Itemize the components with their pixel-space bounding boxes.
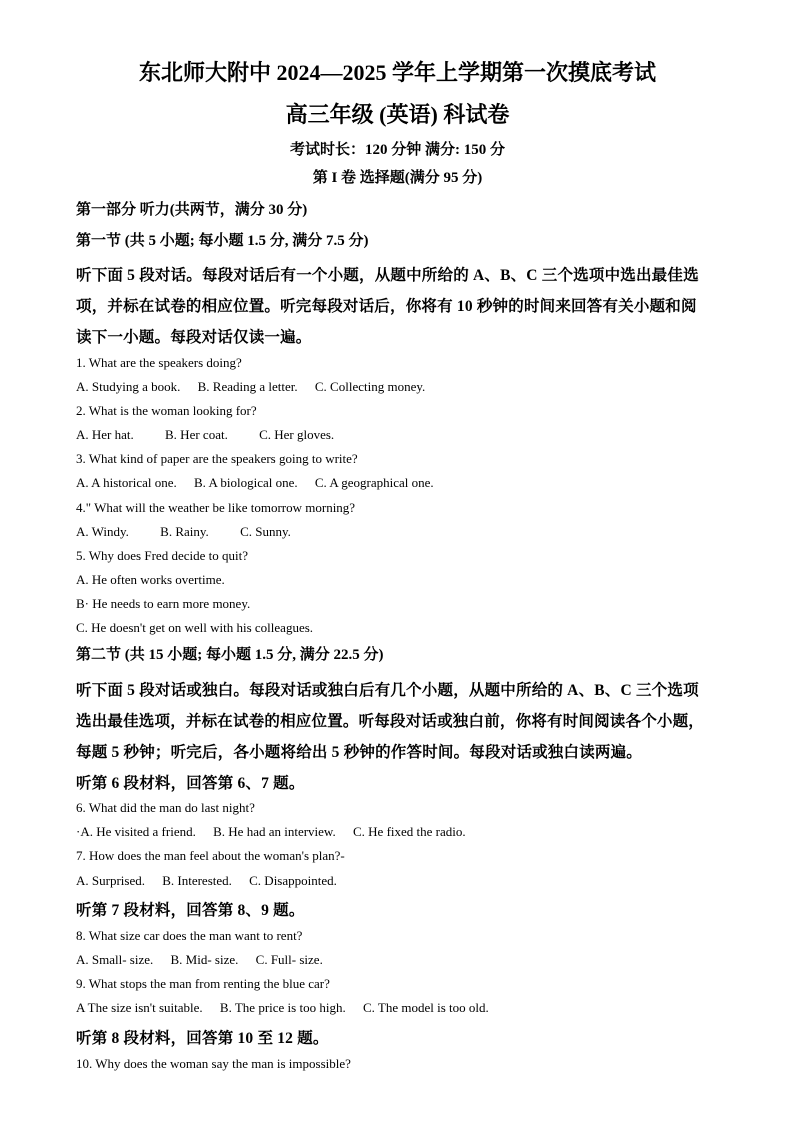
- section2-instructions-line3: 每题 5 秒钟；听完后，各小题将给出 5 秒钟的作答时间。每段对话或独白读两遍。: [76, 744, 643, 761]
- option-a: ·A. He visited a friend.: [76, 824, 196, 839]
- option-c: C. Sunny.: [240, 524, 291, 539]
- question-1: 1. What are the speakers doing?: [76, 355, 242, 370]
- section1-instructions-line1: 听下面 5 段对话。每段对话后有一个小题，从题中所给的 A、B、C 三个选项中选出最佳选: [76, 267, 699, 284]
- material-8-heading: 听第 8 段材料，回答第 10 至 12 题。: [76, 1030, 329, 1047]
- section2-title: 第二节 (共 15 小题; 每小题 1.5 分, 满分 22.5 分): [76, 647, 384, 663]
- material-7-heading: 听第 7 段材料，回答第 8、9 题。: [76, 902, 305, 919]
- question-5-option-a: A. He often works overtime.: [76, 572, 225, 587]
- option-b: B. Her coat.: [165, 427, 228, 442]
- option-b: B. Interested.: [162, 873, 232, 888]
- section1-instructions-line3: 读下一小题。每段对话仅读一遍。: [76, 329, 312, 346]
- question-5: 5. Why does Fred decide to quit?: [76, 548, 248, 563]
- option-b: B. Mid- size.: [170, 952, 239, 967]
- option-a: A. Her hat.: [76, 427, 134, 442]
- question-9: 9. What stops the man from renting the blue car?: [76, 976, 330, 991]
- option-b: B. Reading a letter.: [197, 379, 298, 394]
- exam-info: 考试时长：120 分钟 满分: 150 分: [290, 142, 505, 158]
- part1-title: 第一部分 听力(共两节，满分 30 分): [76, 202, 308, 218]
- section1-title: 第一节 (共 5 小题; 每小题 1.5 分, 满分 7.5 分): [76, 233, 369, 249]
- question-4-options: [76, 524, 291, 540]
- question-6-options: [76, 824, 466, 840]
- option-c: C. A geographical one.: [314, 475, 434, 490]
- option-c: C. The model is too old.: [362, 1000, 489, 1015]
- option-b: B. He had an interview.: [213, 824, 336, 839]
- option-a: A. Small- size.: [76, 952, 154, 967]
- option-c: C. Full- size.: [255, 952, 323, 967]
- question-2: 2. What is the woman looking for?: [76, 403, 257, 418]
- option-a: A. Surprised.: [76, 873, 145, 888]
- question-7: 7. How does the man feel about the woman's plan?-: [76, 848, 345, 863]
- question-9-options: [76, 1000, 489, 1016]
- option-b: B. The price is too high.: [219, 1000, 346, 1015]
- question-8-options: [76, 952, 323, 968]
- exam-title: 东北师大附中 2024—2025 学年上学期第一次摸底考试: [138, 60, 656, 85]
- question-1-options: [76, 379, 425, 395]
- question-4: 4." What will the weather be like tomorrow morning?: [76, 500, 356, 515]
- option-c: C. Collecting money.: [314, 379, 426, 394]
- question-10: 10. Why does the woman say the man is impossible?: [76, 1056, 351, 1071]
- question-8: 8. What size car does the man want to rent?: [76, 928, 303, 943]
- question-7-options: [76, 873, 337, 889]
- option-a: A The size isn't suitable.: [76, 1000, 203, 1015]
- option-a: A. A historical one.: [76, 475, 177, 490]
- question-6: 6. What did the man do last night?: [76, 800, 255, 815]
- option-c: C. Disappointed.: [249, 873, 337, 888]
- question-5-option-b: B· He needs to earn more money.: [76, 596, 251, 611]
- question-5-option-c: C. He doesn't get on well with his colleagues.: [76, 620, 314, 635]
- question-3: 3. What kind of paper are the speakers going to write?: [76, 451, 358, 466]
- option-a: A. Windy.: [76, 524, 129, 539]
- option-b: B. A biological one.: [194, 475, 298, 490]
- option-b: B. Rainy.: [160, 524, 209, 539]
- section2-instructions-line2: 选出最佳选项，并标在试卷的相应位置。听每段对话或独白前，你将有时间阅读各个小题，: [76, 713, 705, 730]
- material-6-heading: 听第 6 段材料，回答第 6、7 题。: [76, 775, 305, 792]
- option-a: A. Studying a book.: [76, 379, 181, 394]
- section1-instructions-line2: 项，并标在试卷的相应位置。听完每段对话后，你将有 10 秒钟的时间来回答有关小题和阅: [76, 298, 697, 315]
- volume-title: 第 I 卷 选择题(满分 95 分): [312, 170, 483, 186]
- option-c: C. Her gloves.: [259, 427, 335, 442]
- section2-instructions-line1: 听下面 5 段对话或独白。每段对话或独白后有几个小题，从题中所给的 A、B、C 三个选项: [76, 682, 699, 699]
- option-c: C. He fixed the radio.: [352, 824, 466, 839]
- question-3-options: [76, 475, 434, 491]
- question-2-options: [76, 427, 334, 443]
- exam-subtitle: 高三年级 (英语) 科试卷: [285, 102, 510, 127]
